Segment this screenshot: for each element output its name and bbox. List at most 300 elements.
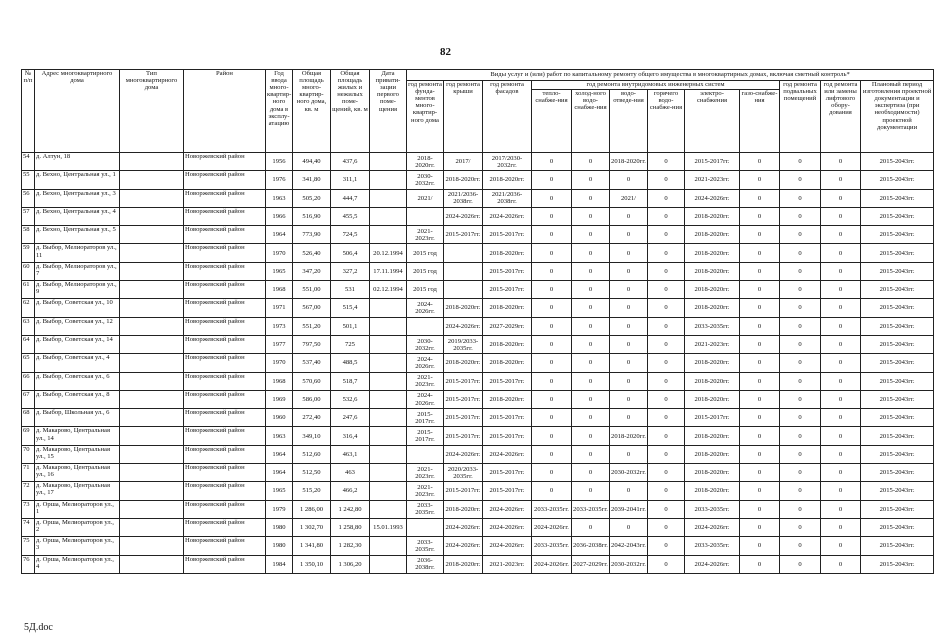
heat-cell: 0 bbox=[532, 445, 572, 463]
address-cell: д. Выбор, Советская ул., 10 bbox=[35, 299, 120, 317]
area-total-cell: 570,60 bbox=[293, 372, 331, 390]
planned-cell: 2015-2043гг. bbox=[861, 262, 934, 280]
facade-cell: 2024-2026гг. bbox=[483, 518, 532, 536]
gas-cell: 0 bbox=[740, 317, 780, 335]
priv-date-cell bbox=[370, 500, 407, 518]
row-number: 63 bbox=[22, 317, 35, 335]
year-cell: 1963 bbox=[266, 427, 293, 445]
address-cell: д. Выбор, Мелиораторов ул., 7 bbox=[35, 262, 120, 280]
roof-cell: 2024-2026гг. bbox=[444, 207, 483, 225]
electric-cell: 2018-2020гг. bbox=[685, 372, 740, 390]
planned-cell: 2015-2043гг. bbox=[861, 500, 934, 518]
planned-cell: 2015-2043гг. bbox=[861, 189, 934, 207]
area-living-cell: 444,7 bbox=[331, 189, 370, 207]
row-number: 67 bbox=[22, 390, 35, 408]
roof-cell: 2018-2020гг. bbox=[444, 299, 483, 317]
table-body bbox=[22, 153, 934, 574]
gas-cell: 0 bbox=[740, 537, 780, 555]
hot-water-cell: 0 bbox=[648, 464, 685, 482]
sewer-cell: 0 bbox=[610, 518, 648, 536]
district-cell: Новоржевский район bbox=[184, 500, 266, 518]
type-cell bbox=[120, 207, 184, 225]
header-type: Тип многоквартирного дома bbox=[120, 70, 184, 153]
heat-cell: 0 bbox=[532, 482, 572, 500]
priv-date-cell bbox=[370, 335, 407, 353]
header-roof: год ремонта крыши bbox=[444, 81, 483, 153]
hot-water-cell: 0 bbox=[648, 500, 685, 518]
row-number: 56 bbox=[22, 189, 35, 207]
electric-cell: 2015-2017гг. bbox=[685, 153, 740, 171]
area-living-cell: 316,4 bbox=[331, 427, 370, 445]
elevator-cell: 0 bbox=[821, 354, 861, 372]
hot-water-cell: 0 bbox=[648, 537, 685, 555]
year-cell: 1966 bbox=[266, 207, 293, 225]
basement-cell: 0 bbox=[780, 500, 821, 518]
priv-date-cell: 17.11.1994 bbox=[370, 262, 407, 280]
area-total-cell: 512,50 bbox=[293, 464, 331, 482]
district-cell: Новоржевский район bbox=[184, 354, 266, 372]
planned-cell: 2015-2043гг. bbox=[861, 207, 934, 225]
priv-date-cell: 02.12.1994 bbox=[370, 281, 407, 299]
table-row bbox=[22, 262, 934, 280]
cold-water-cell: 0 bbox=[572, 464, 610, 482]
table-row bbox=[22, 464, 934, 482]
area-total-cell: 551,20 bbox=[293, 317, 331, 335]
heat-cell: 0 bbox=[532, 281, 572, 299]
foundation-cell: 2015-2017гг. bbox=[407, 427, 444, 445]
sewer-cell: 0 bbox=[610, 445, 648, 463]
address-cell: д. Выбор, Школьная ул., 6 bbox=[35, 409, 120, 427]
gas-cell: 0 bbox=[740, 409, 780, 427]
electric-cell: 2024-2026гг. bbox=[685, 189, 740, 207]
cold-water-cell: 2033-2035гг. bbox=[572, 500, 610, 518]
table-row bbox=[22, 518, 934, 536]
elevator-cell: 0 bbox=[821, 171, 861, 189]
foundation-cell: 2015-2017гг. bbox=[407, 409, 444, 427]
sewer-cell: 2030-2032гг. bbox=[610, 464, 648, 482]
gas-cell: 0 bbox=[740, 445, 780, 463]
facade-cell: 2021-2023гг. bbox=[483, 555, 532, 573]
area-total-cell: 586,00 bbox=[293, 390, 331, 408]
facade-cell: 2018-2020гг. bbox=[483, 335, 532, 353]
sewer-cell: 2021/ bbox=[610, 189, 648, 207]
electric-cell: 2018-2020гг. bbox=[685, 482, 740, 500]
type-cell bbox=[120, 555, 184, 573]
elevator-cell: 0 bbox=[821, 372, 861, 390]
priv-date-cell bbox=[370, 427, 407, 445]
area-living-cell: 455,5 bbox=[331, 207, 370, 225]
foundation-cell: 2015 год bbox=[407, 262, 444, 280]
address-cell: д. Выбор, Мелиораторов ул., 9 bbox=[35, 281, 120, 299]
area-total-cell: 349,10 bbox=[293, 427, 331, 445]
foundation-cell: 2024-2026гг. bbox=[407, 390, 444, 408]
gas-cell: 0 bbox=[740, 153, 780, 171]
hot-water-cell: 0 bbox=[648, 372, 685, 390]
planned-cell: 2015-2043гг. bbox=[861, 281, 934, 299]
header-basement: год ремонта подвальных помещений bbox=[780, 81, 821, 153]
roof-cell: 2018-2020гг. bbox=[444, 354, 483, 372]
priv-date-cell bbox=[370, 207, 407, 225]
district-cell: Новоржевский район bbox=[184, 281, 266, 299]
electric-cell: 2024-2026гг. bbox=[685, 555, 740, 573]
heat-cell: 0 bbox=[532, 354, 572, 372]
year-cell: 1964 bbox=[266, 226, 293, 244]
district-cell: Новоржевский район bbox=[184, 390, 266, 408]
row-number: 74 bbox=[22, 518, 35, 536]
basement-cell: 0 bbox=[780, 153, 821, 171]
electric-cell: 2033-2035гг. bbox=[685, 317, 740, 335]
electric-cell: 2018-2020гг. bbox=[685, 299, 740, 317]
header-electric: электро-снабжения bbox=[685, 90, 740, 153]
type-cell bbox=[120, 390, 184, 408]
year-cell: 1973 bbox=[266, 317, 293, 335]
type-cell bbox=[120, 500, 184, 518]
basement-cell: 0 bbox=[780, 555, 821, 573]
foundation-cell: 2033-2035гг. bbox=[407, 500, 444, 518]
row-number: 57 bbox=[22, 207, 35, 225]
type-cell bbox=[120, 354, 184, 372]
facade-cell: 2027-2029гг. bbox=[483, 317, 532, 335]
type-cell bbox=[120, 464, 184, 482]
elevator-cell: 0 bbox=[821, 555, 861, 573]
sewer-cell: 0 bbox=[610, 409, 648, 427]
planned-cell: 2015-2043гг. bbox=[861, 153, 934, 171]
area-living-cell: 327,2 bbox=[331, 262, 370, 280]
heat-cell: 2033-2035гг. bbox=[532, 500, 572, 518]
roof-cell: 2015-2017гг. bbox=[444, 427, 483, 445]
heat-cell: 0 bbox=[532, 299, 572, 317]
basement-cell: 0 bbox=[780, 317, 821, 335]
table-row bbox=[22, 207, 934, 225]
district-cell: Новоржевский район bbox=[184, 226, 266, 244]
gas-cell: 0 bbox=[740, 500, 780, 518]
district-cell: Новоржевский район bbox=[184, 207, 266, 225]
row-number: 70 bbox=[22, 445, 35, 463]
elevator-cell: 0 bbox=[821, 244, 861, 262]
year-cell: 1969 bbox=[266, 390, 293, 408]
cold-water-cell: 0 bbox=[572, 153, 610, 171]
gas-cell: 0 bbox=[740, 171, 780, 189]
electric-cell: 2021-2023гг. bbox=[685, 335, 740, 353]
area-living-cell: 311,1 bbox=[331, 171, 370, 189]
year-cell: 1964 bbox=[266, 445, 293, 463]
roof-cell: 2024-2026гг. bbox=[444, 317, 483, 335]
row-number: 72 bbox=[22, 482, 35, 500]
elevator-cell: 0 bbox=[821, 281, 861, 299]
header-num: № п/п bbox=[22, 70, 35, 153]
planned-cell: 2015-2043гг. bbox=[861, 427, 934, 445]
foundation-cell: 2033-2035гг. bbox=[407, 537, 444, 555]
electric-cell: 2018-2020гг. bbox=[685, 445, 740, 463]
basement-cell: 0 bbox=[780, 171, 821, 189]
sewer-cell: 0 bbox=[610, 335, 648, 353]
hot-water-cell: 0 bbox=[648, 189, 685, 207]
priv-date-cell bbox=[370, 354, 407, 372]
cold-water-cell: 0 bbox=[572, 317, 610, 335]
year-cell: 1960 bbox=[266, 409, 293, 427]
sewer-cell: 2018-2020гг. bbox=[610, 427, 648, 445]
area-total-cell: 516,90 bbox=[293, 207, 331, 225]
header-area-total: Общая площадь много-квартир-ного дома, кв. м bbox=[293, 70, 331, 153]
priv-date-cell bbox=[370, 409, 407, 427]
basement-cell: 0 bbox=[780, 189, 821, 207]
planned-cell: 2015-2043гг. bbox=[861, 482, 934, 500]
hot-water-cell: 0 bbox=[648, 244, 685, 262]
gas-cell: 0 bbox=[740, 299, 780, 317]
roof-cell: 2018-2020гг. bbox=[444, 555, 483, 573]
row-number: 60 bbox=[22, 262, 35, 280]
area-living-cell: 724,5 bbox=[331, 226, 370, 244]
address-cell: д. Алтун, 18 bbox=[35, 153, 120, 171]
area-total-cell: 1 302,70 bbox=[293, 518, 331, 536]
facade-cell: 2024-2026гг. bbox=[483, 207, 532, 225]
electric-cell: 2033-2035гг. bbox=[685, 537, 740, 555]
gas-cell: 0 bbox=[740, 427, 780, 445]
sewer-cell: 0 bbox=[610, 372, 648, 390]
sewer-cell: 0 bbox=[610, 354, 648, 372]
hot-water-cell: 0 bbox=[648, 427, 685, 445]
gas-cell: 0 bbox=[740, 281, 780, 299]
elevator-cell: 0 bbox=[821, 226, 861, 244]
heat-cell: 0 bbox=[532, 153, 572, 171]
electric-cell: 2018-2020гг. bbox=[685, 226, 740, 244]
cold-water-cell: 0 bbox=[572, 262, 610, 280]
gas-cell: 0 bbox=[740, 226, 780, 244]
planned-cell: 2015-2043гг. bbox=[861, 409, 934, 427]
priv-date-cell bbox=[370, 226, 407, 244]
cold-water-cell: 0 bbox=[572, 445, 610, 463]
row-number: 66 bbox=[22, 372, 35, 390]
area-living-cell: 518,7 bbox=[331, 372, 370, 390]
basement-cell: 0 bbox=[780, 244, 821, 262]
electric-cell: 2018-2020гг. bbox=[685, 244, 740, 262]
hot-water-cell: 0 bbox=[648, 390, 685, 408]
facade-cell: 2015-2017гг. bbox=[483, 464, 532, 482]
heat-cell: 0 bbox=[532, 262, 572, 280]
facade-cell: 2015-2017гг. bbox=[483, 482, 532, 500]
roof-cell: 2015-2017гг. bbox=[444, 409, 483, 427]
address-cell: д. Выбор, Советская ул., 12 bbox=[35, 317, 120, 335]
header-area-living: Общая площадь жилых и нежилых поме-щений, кв. м bbox=[331, 70, 370, 153]
electric-cell: 2018-2020гг. bbox=[685, 390, 740, 408]
table-row bbox=[22, 335, 934, 353]
basement-cell: 0 bbox=[780, 335, 821, 353]
heat-cell: 0 bbox=[532, 226, 572, 244]
area-living-cell: 247,6 bbox=[331, 409, 370, 427]
address-cell: д. Макарово, Центральная ул., 15 bbox=[35, 445, 120, 463]
elevator-cell: 0 bbox=[821, 427, 861, 445]
elevator-cell: 0 bbox=[821, 189, 861, 207]
roof-cell: 2019/2033-2035гг. bbox=[444, 335, 483, 353]
heat-cell: 0 bbox=[532, 207, 572, 225]
address-cell: д. Вехно, Центральная ул., 1 bbox=[35, 171, 120, 189]
year-cell: 1971 bbox=[266, 299, 293, 317]
area-total-cell: 537,40 bbox=[293, 354, 331, 372]
priv-date-cell bbox=[370, 464, 407, 482]
heat-cell: 0 bbox=[532, 171, 572, 189]
district-cell: Новоржевский район bbox=[184, 335, 266, 353]
roof-cell: 2021/2036-2038гг. bbox=[444, 189, 483, 207]
foundation-cell: 2021-2023гг. bbox=[407, 372, 444, 390]
row-number: 73 bbox=[22, 500, 35, 518]
foundation-cell: 2021-2023гг. bbox=[407, 226, 444, 244]
header-elevator: год ремонта или замены лифтового обору-дования bbox=[821, 81, 861, 153]
district-cell: Новоржевский район bbox=[184, 445, 266, 463]
priv-date-cell bbox=[370, 171, 407, 189]
elevator-cell: 0 bbox=[821, 445, 861, 463]
area-living-cell: 463 bbox=[331, 464, 370, 482]
hot-water-cell: 0 bbox=[648, 153, 685, 171]
area-total-cell: 551,00 bbox=[293, 281, 331, 299]
planned-cell: 2015-2043гг. bbox=[861, 354, 934, 372]
area-total-cell: 505,20 bbox=[293, 189, 331, 207]
priv-date-cell bbox=[370, 537, 407, 555]
hot-water-cell: 0 bbox=[648, 482, 685, 500]
area-total-cell: 797,50 bbox=[293, 335, 331, 353]
district-cell: Новоржевский район bbox=[184, 537, 266, 555]
priv-date-cell bbox=[370, 482, 407, 500]
cold-water-cell: 0 bbox=[572, 354, 610, 372]
hot-water-cell: 0 bbox=[648, 207, 685, 225]
sewer-cell: 0 bbox=[610, 390, 648, 408]
area-total-cell: 773,90 bbox=[293, 226, 331, 244]
roof-cell: 2017/ bbox=[444, 153, 483, 171]
row-number: 55 bbox=[22, 171, 35, 189]
address-cell: д. Орша, Мелиораторов ул., 3 bbox=[35, 537, 120, 555]
foundation-cell: 2024-2026гг. bbox=[407, 299, 444, 317]
basement-cell: 0 bbox=[780, 482, 821, 500]
sewer-cell: 0 bbox=[610, 317, 648, 335]
priv-date-cell bbox=[370, 299, 407, 317]
area-living-cell: 515,4 bbox=[331, 299, 370, 317]
row-number: 59 bbox=[22, 244, 35, 262]
area-total-cell: 1 286,00 bbox=[293, 500, 331, 518]
roof-cell: 2024-2026гг. bbox=[444, 537, 483, 555]
cold-water-cell: 0 bbox=[572, 207, 610, 225]
address-cell: д. Выбор, Советская ул., 6 bbox=[35, 372, 120, 390]
foundation-cell bbox=[407, 518, 444, 536]
electric-cell: 2021-2023гг. bbox=[685, 171, 740, 189]
table-row bbox=[22, 189, 934, 207]
priv-date-cell bbox=[370, 317, 407, 335]
area-living-cell: 1 282,30 bbox=[331, 537, 370, 555]
gas-cell: 0 bbox=[740, 207, 780, 225]
basement-cell: 0 bbox=[780, 262, 821, 280]
cold-water-cell: 0 bbox=[572, 482, 610, 500]
page-number: 82 bbox=[440, 46, 451, 58]
roof-cell: 2024-2026гг. bbox=[444, 445, 483, 463]
electric-cell: 2018-2020гг. bbox=[685, 262, 740, 280]
header-hot-water: горячего водо-снабже-ния bbox=[648, 90, 685, 153]
facade-cell: 2018-2020гг. bbox=[483, 244, 532, 262]
area-living-cell: 437,6 bbox=[331, 153, 370, 171]
planned-cell: 2015-2043гг. bbox=[861, 537, 934, 555]
sewer-cell: 0 bbox=[610, 244, 648, 262]
hot-water-cell: 0 bbox=[648, 262, 685, 280]
address-cell: д. Выбор, Советская ул., 8 bbox=[35, 390, 120, 408]
basement-cell: 0 bbox=[780, 409, 821, 427]
planned-cell: 2015-2043гг. bbox=[861, 464, 934, 482]
header-cold-water: холод-ного водо-снабже-ния bbox=[572, 90, 610, 153]
cold-water-cell: 2036-2038гг. bbox=[572, 537, 610, 555]
sewer-cell: 2042-2043гг. bbox=[610, 537, 648, 555]
electric-cell: 2018-2020гг. bbox=[685, 464, 740, 482]
district-cell: Новоржевский район bbox=[184, 555, 266, 573]
type-cell bbox=[120, 427, 184, 445]
header-heat: тепло-снабже-ния bbox=[532, 90, 572, 153]
facade-cell: 2018-2020гг. bbox=[483, 354, 532, 372]
district-cell: Новоржевский район bbox=[184, 299, 266, 317]
header-facade: год ремонта фасадов bbox=[483, 81, 532, 153]
planned-cell: 2015-2043гг. bbox=[861, 226, 934, 244]
electric-cell: 2018-2020гг. bbox=[685, 427, 740, 445]
area-living-cell: 725 bbox=[331, 335, 370, 353]
area-total-cell: 494,40 bbox=[293, 153, 331, 171]
area-living-cell: 1 242,80 bbox=[331, 500, 370, 518]
elevator-cell: 0 bbox=[821, 482, 861, 500]
row-number: 69 bbox=[22, 427, 35, 445]
header-planned: Плановый период изготовления проектной документации и экспертиза (при необходимости) проектной документации bbox=[861, 81, 934, 153]
roof-cell: 2015-2017гг. bbox=[444, 390, 483, 408]
gas-cell: 0 bbox=[740, 372, 780, 390]
elevator-cell: 0 bbox=[821, 464, 861, 482]
row-number: 75 bbox=[22, 537, 35, 555]
area-living-cell: 506,4 bbox=[331, 244, 370, 262]
priv-date-cell bbox=[370, 555, 407, 573]
basement-cell: 0 bbox=[780, 372, 821, 390]
roof-cell: 2018-2020гг. bbox=[444, 500, 483, 518]
elevator-cell: 0 bbox=[821, 518, 861, 536]
cold-water-cell: 0 bbox=[572, 518, 610, 536]
area-living-cell: 466,2 bbox=[331, 482, 370, 500]
basement-cell: 0 bbox=[780, 207, 821, 225]
foundation-cell bbox=[407, 317, 444, 335]
priv-date-cell bbox=[370, 153, 407, 171]
cold-water-cell: 0 bbox=[572, 372, 610, 390]
area-living-cell: 1 258,80 bbox=[331, 518, 370, 536]
table-row bbox=[22, 372, 934, 390]
table-row bbox=[22, 555, 934, 573]
gas-cell: 0 bbox=[740, 189, 780, 207]
district-cell: Новоржевский район bbox=[184, 153, 266, 171]
area-living-cell: 1 306,20 bbox=[331, 555, 370, 573]
sewer-cell: 0 bbox=[610, 226, 648, 244]
type-cell bbox=[120, 518, 184, 536]
area-living-cell: 531 bbox=[331, 281, 370, 299]
year-cell: 1963 bbox=[266, 189, 293, 207]
address-cell: д. Вехно, Центральная ул., 4 bbox=[35, 207, 120, 225]
planned-cell: 2015-2043гг. bbox=[861, 299, 934, 317]
type-cell bbox=[120, 445, 184, 463]
facade-cell: 2015-2017гг. bbox=[483, 409, 532, 427]
table-row bbox=[22, 317, 934, 335]
electric-cell: 2018-2020гг. bbox=[685, 354, 740, 372]
type-cell bbox=[120, 262, 184, 280]
hot-water-cell: 0 bbox=[648, 299, 685, 317]
row-number: 58 bbox=[22, 226, 35, 244]
heat-cell: 0 bbox=[532, 427, 572, 445]
year-cell: 1977 bbox=[266, 335, 293, 353]
planned-cell: 2015-2043гг. bbox=[861, 317, 934, 335]
type-cell bbox=[120, 335, 184, 353]
foundation-cell: 2015 год bbox=[407, 281, 444, 299]
roof-cell: 2015-2017гг. bbox=[444, 372, 483, 390]
elevator-cell: 0 bbox=[821, 390, 861, 408]
priv-date-cell bbox=[370, 390, 407, 408]
heat-cell: 0 bbox=[532, 409, 572, 427]
row-number: 61 bbox=[22, 281, 35, 299]
basement-cell: 0 bbox=[780, 464, 821, 482]
